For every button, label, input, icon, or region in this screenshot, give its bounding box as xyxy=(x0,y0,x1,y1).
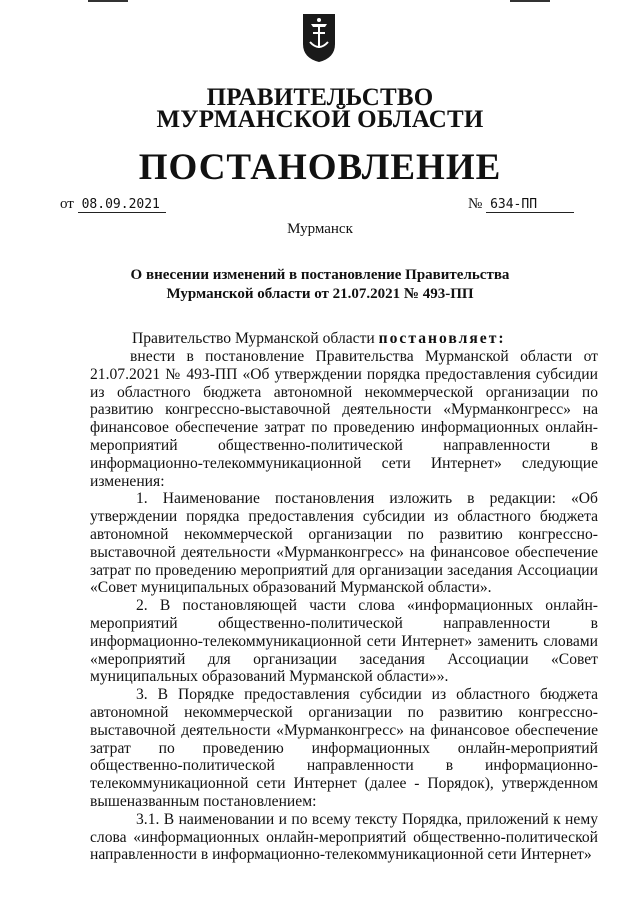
coat-of-arms-emblem xyxy=(301,12,337,64)
document-subject xyxy=(100,266,540,304)
paragraph-item-3: 3. В Порядке предоставления субсидии из областного бюджета автономной некоммерческой организации по развитию конгрессно-выставочной деятельности «Мурманконгресс» на финансовое обеспечение затрат по проведению информационных онлайн-мероприятий общественно-политической направленности в информационно-телекоммуникационной сети Интернет (далее - Порядок), утвержденном вышеназванным постановлением: xyxy=(90,686,598,810)
intro-text: Правительство Мурманской области xyxy=(132,330,379,347)
paragraph-main: внести в постановление Правительства Мурманской области от 21.07.2021 № 493-ПП «Об утверждении порядка предоставления субсидии из областного бюджета автономной некоммерческой организации по развитию конгрессно-выставочной деятельности «Мурманконгресс» на финансовое обеспечение затрат по проведению информационных онлайн-мероприятий общественно-политической направленности в информационно-телекоммуникационной сети Интернет» следующие изменения: xyxy=(90,348,598,490)
org-name-line1: ПРАВИТЕЛЬСТВО xyxy=(206,84,434,111)
org-name-line2: МУРМАНСКОЙ ОБЛАСТИ xyxy=(156,106,484,133)
document-body-main xyxy=(90,348,598,864)
subject-line1: О внесении изменений в постановление Правительства xyxy=(130,267,510,283)
document-body xyxy=(120,330,598,348)
scan-top-mark-left xyxy=(88,0,128,2)
scan-top-mark-right xyxy=(510,0,550,2)
decree-word: постановляет: xyxy=(378,330,506,347)
date-prefix: от xyxy=(60,196,74,212)
subject-line2: Мурманской области от 21.07.2021 № 493-ПП xyxy=(166,286,474,302)
document-date xyxy=(60,196,166,213)
document-number xyxy=(468,196,574,213)
paragraph-item-2: 2. В постановляющей части слова «информационных онлайн-мероприятий общественно-политической направленности в информационно-телекоммуникационной сети Интернет» заменить словами «мероприятий для организации заседания Ассоциации «Совет муниципальных образований Мурманской области»». xyxy=(90,597,598,686)
date-value: 08.09.2021 xyxy=(78,197,166,213)
number-prefix: № xyxy=(468,196,483,212)
decree-intro xyxy=(120,330,598,348)
document-title: ПОСТАНОВЛЕНИЕ xyxy=(138,147,502,188)
paragraph-item-3-1: 3.1. В наименовании и по всему тексту Порядка, приложений к нему слова «информационных онлайн-мероприятий общественно-политической направленности в информационно-телекоммуникационной сети Интернет» xyxy=(90,810,598,864)
number-value: 634-ПП xyxy=(486,197,574,213)
city: Мурманск xyxy=(287,221,353,237)
paragraph-item-1: 1. Наименование постановления изложить в редакции: «Об утверждении порядка предоставления субсидии из областного бюджета автономной некоммерческой организации по развитию конгрессно-выставочной деятельности «Мурманконгресс» на финансовое обеспечение затрат по проведению мероприятий для организации заседания Ассоциации «Совет муниципальных образований Мурманской области». xyxy=(90,490,598,597)
